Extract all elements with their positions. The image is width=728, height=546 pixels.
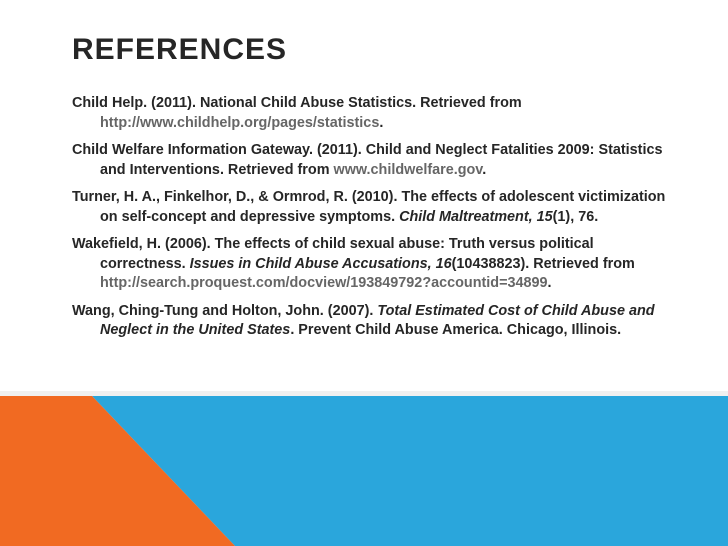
reference-link[interactable]: www.childwelfare.gov bbox=[333, 161, 483, 178]
reference-text: . Prevent Child Abuse America. Chicago, Illinois. bbox=[290, 322, 622, 338]
reference-text: Child Help. (2011). National Child Abuse Statistics. Retrieved from bbox=[72, 95, 522, 111]
reference-title: Total Estimated Cost of Child Abuse and Neglect in the United States bbox=[100, 302, 655, 338]
reference-text: (10438823). Retrieved from bbox=[451, 255, 635, 272]
reference-text: Wakefield, H. (2006). The effects of child sexual abuse: Truth versus political correctness. bbox=[72, 236, 594, 272]
reference-text: . bbox=[482, 161, 487, 178]
reference-link[interactable]: http://www.childhelp.org/pages/statistics bbox=[100, 114, 380, 131]
reference-text: Turner, H. A., Finkelhor, D., & Ormrod, R. (2010). The effects of adolescent victimization on self-concept and depressive symptoms. bbox=[72, 189, 666, 225]
reference-link[interactable]: http://search.proquest.com/docview/193849792?accountid=34899 bbox=[100, 275, 548, 291]
reference-text: (1), 76. bbox=[552, 208, 599, 225]
reference-journal: Issues in Child Abuse Accusations, 16 bbox=[189, 255, 452, 272]
slide-title: REFERENCES bbox=[72, 33, 288, 66]
reference-text: . bbox=[547, 275, 552, 291]
reference-text: Wang, Ching-Tung and Holton, John. (2007). bbox=[72, 302, 378, 319]
reference-text: Child Welfare Information Gateway. (2011). Child and Neglect Fatalities 2009: Statistics and Interventions. Retrieved from bbox=[72, 142, 663, 178]
reference-journal: Child Maltreatment, 15 bbox=[399, 208, 553, 225]
reference-text: . bbox=[379, 114, 384, 131]
